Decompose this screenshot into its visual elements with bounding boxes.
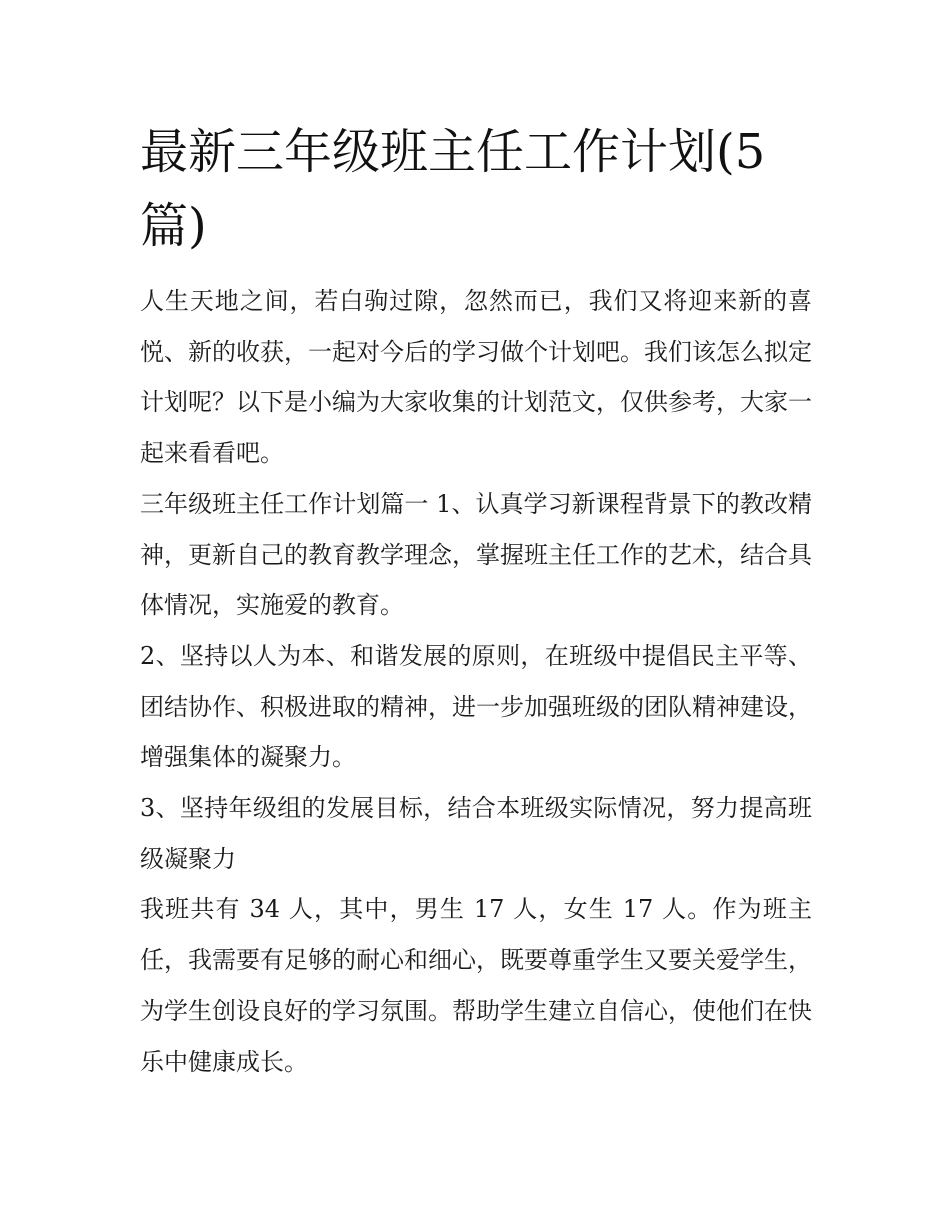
paragraph-plan-one-item-1: 三年级班主任工作计划篇一 1、认真学习新课程背景下的教改精神，更新自己的教育教学理念，掌握班主任工作的艺术，结合具体情况，实施爱的教育。 — [140, 489, 812, 620]
paragraph-class-overview: 我班共有 34 人，其中，男生 17 人，女生 17 人。作为班主任，我需要有足够的耐心和细心，既要尊重学生又要关爱学生，为学生创设良好的学习氛围。帮助学生建立自信心，使他们在快乐中健康成长。 — [140, 895, 812, 1076]
paragraph-item-2: 2、坚持以人为本、和谐发展的原则，在班级中提倡民主平等、团结协作、积极进取的精神，进一步加强班级的团队精神建设，增强集体的凝聚力。 — [140, 641, 812, 772]
document-title: 最新三年级班主任工作计划(5篇) — [140, 124, 766, 254]
document-body — [140, 276, 812, 1087]
paragraph-intro: 人生天地之间，若白驹过隙，忽然而已，我们又将迎来新的喜悦、新的收获，一起对今后的学习做个计划吧。我们该怎么拟定计划呢？以下是小编为大家收集的计划范文，仅供参考，大家一起来看看吧。 — [140, 287, 812, 468]
paragraph-item-3: 3、坚持年级组的发展目标，结合本班级实际情况，努力提高班级凝聚力 — [140, 794, 812, 873]
